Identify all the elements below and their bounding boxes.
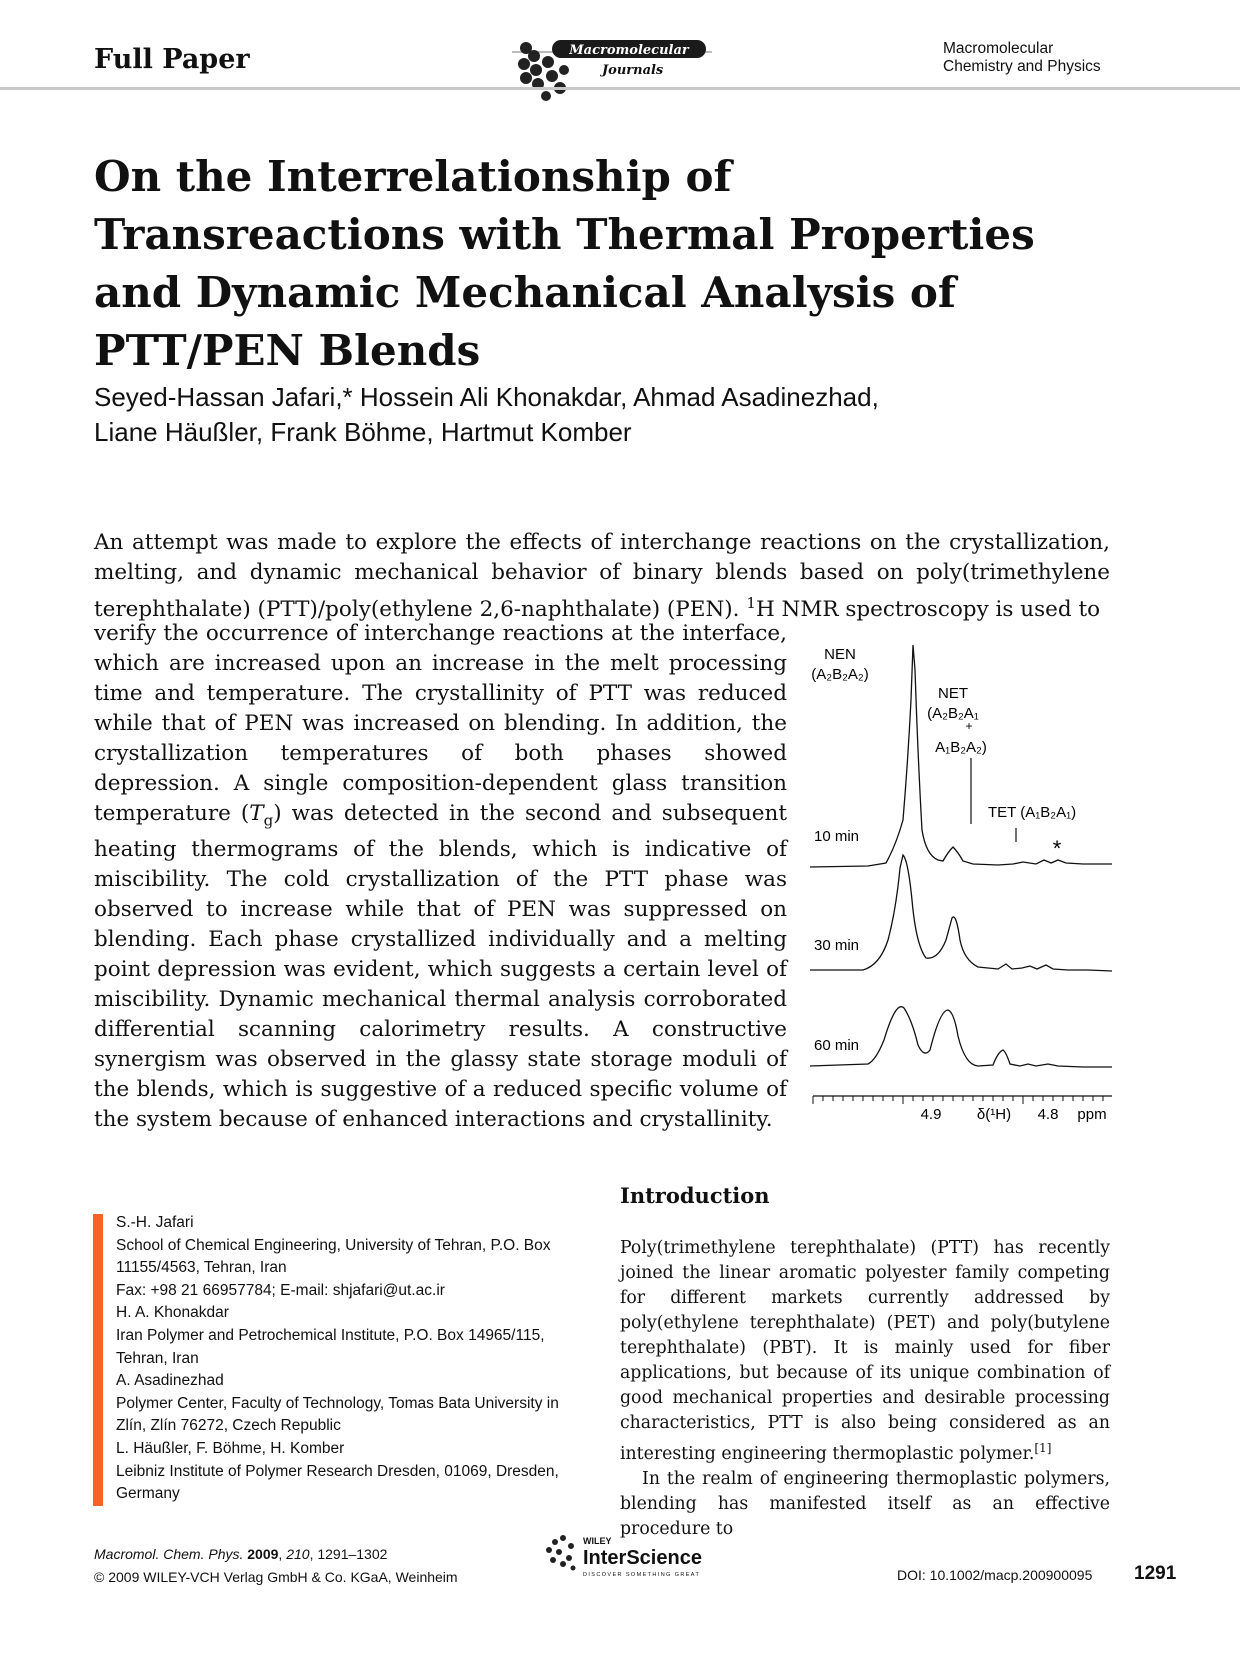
tg-subscript: g [263,811,274,830]
abstract-body-b: ) was detected in the second and subsequent heating thermograms of the blends, which is indicative of miscibility. The cold crystallization of the PTT phase was observed to increase while that of PEN was suppressed on blending. Each phase crystallized individually and a melting point depression was evident, which suggests a certain level of miscibility. Dynamic mechanical thermal analysis corroborated differential scanning calorimetry results. A constructive synergism was observed in the glassy state storage moduli of the blends, which is suggestive of a reduced specific volume of the system because of enhanced interactions and crystallinity. [94,801,788,1133]
page-number: 1291 [1134,1563,1177,1584]
x-axis-center-label: δ(¹H) [976,1106,1012,1123]
citation-ref: [1] [1034,1441,1052,1455]
journal-name-line2: Chemistry and Physics [943,58,1101,75]
trace-label-60min: 60 min [814,1037,860,1054]
footer-doi: DOI: 10.1002/macp.200900095 [897,1567,1093,1583]
affiliation-line: Leibniz Institute of Polymer Research Dresden, 01069, Dresden, Germany [116,1462,559,1503]
label-net-plus: + [965,719,973,733]
intro-p1-text: Poly(trimethylene terephthalate) (PTT) has recently joined the linear aromatic polyester family competing for different markets currently addressed by poly(ethylene terephthalate) (PET) and poly(butylene terephthalate) (PBT). It is mainly used for fiber applications, but because of its unique combination of good mechanical properties and desirable processing characteristics, PTT is also being considered as an interesting engineering thermoplastic polymer. [620,1238,1110,1464]
intro-paragraph-2: In the realm of engineering thermoplastic polymers, blending has manifested itself as an effective procedure to [620,1468,1110,1539]
author-line-2: Liane Häußler, Frank Böhme, Hartmut Komber [94,417,632,447]
abstract-nmr-sup: 1 [746,594,756,612]
abstract-body [94,619,787,1135]
footer-citation [94,1543,458,1589]
footer-journal: Macromol. Chem. Phys. [94,1546,244,1562]
abstract-top [94,528,1110,625]
label-nen-seq: (A₂B₂A₂) [811,666,869,683]
footer-year: 2009 [247,1546,279,1562]
abstract-top-text: An attempt was made to explore the effects of interchange reactions on the crystallization, melting, and dynamic mechanical behavior of binary blends based on poly(trimethylene terephthalate) (PTT)/poly(ethylene 2,6-naphthalate) (PEN). [94,530,1110,623]
section-label: Full Paper [94,44,250,75]
affiliation-line: L. Häußler, F. Böhme, H. Komber [116,1439,345,1457]
logo-interscience: InterScience [583,1547,702,1569]
label-star: * [1052,836,1062,861]
trace-label-10min: 10 min [814,828,860,845]
affiliation-line: H. A. Khonakdar [116,1304,229,1322]
affiliation-line: Iran Polymer and Petrochemical Institute, P.O. Box 14965/115, Tehran, Iran [116,1326,545,1367]
affiliation-line: School of Chemical Engineering, University of Tehran, P.O. Box 11155/4563, Tehran, Iran [116,1236,551,1277]
paper-title: On the Interrelationship of Transreactions with Thermal Properties and Dynamic Mechanical Analysis of PTT/PEN Blends [94,152,1035,375]
x-tick-4-9: 4.9 [920,1106,942,1123]
affiliation-line: Fax: +98 21 66957784; E-mail: shjafari@ut.ac.ir [116,1281,445,1299]
footer-pages: 1291–1302 [317,1546,388,1562]
x-axis-ticks [813,1096,1103,1104]
intro-paragraph-1 [620,1236,1110,1467]
affiliations [116,1212,586,1506]
logo-wiley: WILEY [583,1536,612,1546]
x-axis-unit: ppm [1077,1106,1107,1123]
trace-label-30min: 30 min [814,937,860,954]
introduction-body [620,1236,1110,1542]
author-list [94,380,1094,450]
footer-copyright: © 2009 WILEY-VCH Verlag GmbH & Co. KGaA, Weinheim [94,1569,458,1585]
header-rule [0,87,1240,90]
abstract-body-a: verify the occurrence of interchange reactions at the interface, which are increased upon an increase in the melt processing time and temperature. The crystallinity of PTT was reduced while that of PEN was increased on blending. In addition, the crystallization temperatures of both phases showed depression. A single composition-dependent glass transition temperature ( [94,621,787,826]
footer-volume: 210 [286,1546,310,1562]
journal-name [943,40,1101,76]
label-tet: TET (A₁B₂A₁) [988,804,1077,821]
author-line-1: Seyed-Hassan Jafari,* Hossein Ali Khonakdar, Ahmad Asadinezhad, [94,382,879,412]
logo-tagline: DISCOVER SOMETHING GREAT [583,1572,701,1578]
globe-icon [546,1535,576,1571]
label-net-seq1: (A₂B₂A₁ [927,705,979,722]
macromolecular-journals-logo [512,36,712,106]
x-tick-4-8: 4.8 [1037,1106,1059,1123]
journal-name-line1: Macromolecular [943,40,1054,57]
logo-line1: Macromolecular [569,43,689,58]
label-nen: NEN [824,646,856,663]
label-net: NET [938,685,968,702]
section-heading-introduction: Introduction [620,1183,770,1208]
abstract-nmr-text: H NMR spectroscopy is used to [755,597,1101,623]
tg-symbol: T [249,801,264,826]
wiley-interscience-logo [543,1530,723,1580]
affiliation-line: A. Asadinezhad [116,1372,224,1390]
affiliation-line: S.-H. Jafari [116,1214,194,1231]
affiliation-line: Polymer Center, Faculty of Technology, Tomas Bata University in Zlín, Zlín 76272, Czech Republic [116,1394,559,1435]
logo-line2: Journals [602,63,664,78]
footer-citation-line: Macromol. Chem. Phys. 2009, 210, 1291–1302 [94,1546,388,1562]
affiliation-accent-bar [93,1214,103,1506]
nmr-spectrum-figure [808,640,1114,1130]
label-net-seq2: A₁B₂A₂) [935,739,987,756]
